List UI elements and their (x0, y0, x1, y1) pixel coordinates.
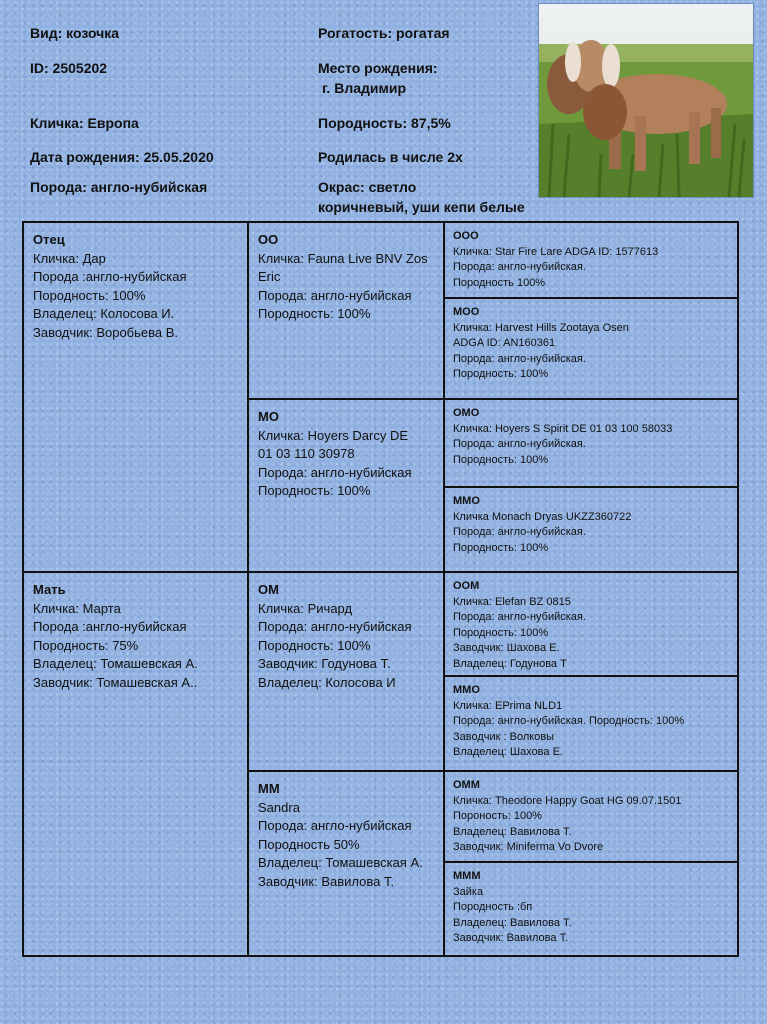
om-line: Кличка: Ричард (258, 600, 353, 616)
color-line2: коричневый, уши кепи белые (318, 199, 525, 215)
oom-line: Породность: 100% (453, 626, 549, 639)
mo-line: Породность: 100% (258, 483, 371, 498)
mm-line: Владелец: Томашевская А. (258, 855, 423, 870)
father-line: Заводчик: Воробьева В. (33, 324, 179, 340)
ooo-title: ООО (453, 230, 479, 242)
mo-line: Порода: англо-нубийская (258, 464, 412, 480)
mm-line: Sandra (258, 799, 300, 815)
oom-line: Порода: англо-нубийская. (453, 611, 586, 623)
mom-line: Заводчик : Волковы (453, 730, 555, 743)
omo-line: Кличка: Hoyers S Spirit DE 01 03 100 58033 (453, 422, 673, 435)
om-cell (248, 572, 444, 771)
ooo-line: Породность 100% (453, 276, 546, 289)
mother-line: Породность: 75% (33, 637, 139, 653)
mm-line: Породность 50% (258, 836, 360, 852)
mom-line: Кличка: EPrima NLD1 (453, 699, 563, 712)
moo-title: МОО (453, 306, 480, 318)
color-line1: Окрас: светло (318, 179, 417, 195)
pedigree-table (22, 221, 739, 957)
mmm-line: Породность :бп (453, 901, 533, 913)
mmo-line: Кличка Monach Dryas UKZZ360722 (453, 510, 632, 523)
om-line: Порода: англо-нубийская (258, 619, 412, 634)
mother-line: Владелец: Томашевская А. (33, 656, 198, 671)
omm-line: Заводчик: Miniferma Vo Dvore (453, 841, 604, 853)
omo-cell (444, 399, 738, 487)
father-line: Владелец: Колосова И. (33, 306, 175, 321)
mother-line: Заводчик: Томашевская А.. (33, 674, 198, 690)
mmm-line: Зайка (453, 885, 484, 898)
oo-title: ОО (258, 232, 279, 247)
omm-line: Кличка: Theodore Happy Goat HG 09.07.1501 (453, 794, 682, 807)
omo-title: ОМО (453, 407, 480, 419)
omm-line: Владелец: Вавилова Т. (453, 825, 572, 838)
mm-title: ММ (258, 781, 280, 796)
moo-line: Породность: 100% (453, 368, 549, 380)
mo-cell (248, 399, 444, 572)
oom-line: Владелец: Годунова Т (453, 657, 567, 670)
horned: Рогатость: рогатая (318, 25, 450, 41)
omo-line: Порода: англо-нубийская. (453, 438, 586, 450)
species: Вид: козочка (30, 25, 120, 41)
mother-line: Кличка: Марта (33, 600, 121, 616)
animal-name: Кличка: Европа (30, 115, 139, 131)
mmm-line: Владелец: Вавилова Т. (453, 916, 572, 929)
mmo-line: Порода: англо-нубийская. (453, 526, 586, 538)
mmo-cell (444, 487, 738, 572)
oo-line: Кличка: Fauna Live BNV Zos (258, 250, 428, 266)
mother-cell (23, 572, 248, 956)
oo-cell (248, 222, 444, 399)
father-line: Кличка: Дар (33, 250, 106, 266)
mm-cell (248, 771, 444, 956)
mom-line: Порода: англо-нубийская. Породность: 100% (453, 715, 685, 727)
oom-cell (444, 572, 738, 676)
birthplace-label: Место рождения: (318, 60, 438, 76)
oo-line: Eric (258, 269, 281, 284)
father-cell (23, 222, 248, 572)
purity: Породность: 87,5% (318, 115, 451, 131)
moo-line: Порода: англо-нубийская. (453, 352, 586, 365)
om-title: ОМ (258, 582, 279, 597)
mm-line: Порода: англо-нубийская (258, 818, 412, 833)
moo-cell (444, 298, 738, 399)
moo-line: ADGA ID: AN160361 (453, 337, 556, 349)
mm-line: Заводчик: Вавилова Т. (258, 873, 395, 889)
birth-date: Дата рождения: 25.05.2020 (30, 149, 214, 165)
oom-title: ООМ (453, 580, 480, 592)
birthplace-value: г. Владимир (322, 80, 407, 96)
mom-line: Владелец: Шахова Е. (453, 746, 563, 758)
oo-line: Породность: 100% (258, 306, 371, 321)
mo-line: 01 03 110 30978 (258, 446, 355, 461)
omm-cell (444, 771, 738, 862)
ooo-line: Кличка: Star Fire Lare ADGA ID: 1577613 (453, 245, 659, 258)
mo-title: МО (258, 409, 279, 424)
litter: Родилась в числе 2х (318, 149, 463, 165)
goat-photo (538, 3, 754, 198)
omm-line: Пороность: 100% (453, 810, 542, 822)
mmm-cell (444, 862, 738, 956)
mmo-title: ММО (453, 495, 480, 507)
mmm-title: МММ (453, 870, 481, 882)
mo-line: Кличка: Hoyers Darcy DE (258, 427, 409, 443)
father-title: Отец (33, 232, 65, 247)
ooo-line: Порода: англо-нубийская. (453, 261, 586, 273)
animal-id: ID: 2505202 (30, 60, 108, 76)
mother-line: Порода :англо-нубийская (33, 619, 187, 634)
om-line: Заводчик: Годунова Т. (258, 656, 391, 671)
father-line: Порода :англо-нубийская (33, 269, 187, 284)
om-line: Владелец: Колосова И (258, 674, 396, 690)
mmm-line: Заводчик: Вавилова Т. (453, 932, 569, 944)
mmo-line: Породность: 100% (453, 541, 549, 554)
ooo-cell (444, 222, 738, 298)
om-line: Породность: 100% (258, 637, 371, 653)
mother-title: Мать (33, 582, 66, 597)
oom-line: Кличка: Elefan BZ 0815 (453, 595, 571, 608)
mom-cell (444, 676, 738, 771)
oo-line: Порода: англо-нубийская (258, 287, 412, 303)
mom-title: ММО (453, 684, 480, 696)
moo-line: Кличка: Harvest Hills Zootaya Osen (453, 321, 629, 334)
breed: Порода: англо-нубийская (30, 179, 208, 195)
omm-title: ОММ (453, 779, 480, 791)
oom-line: Заводчик: Шахова Е. (453, 642, 560, 654)
omo-line: Породность: 100% (453, 453, 549, 466)
father-line: Породность: 100% (33, 287, 146, 303)
